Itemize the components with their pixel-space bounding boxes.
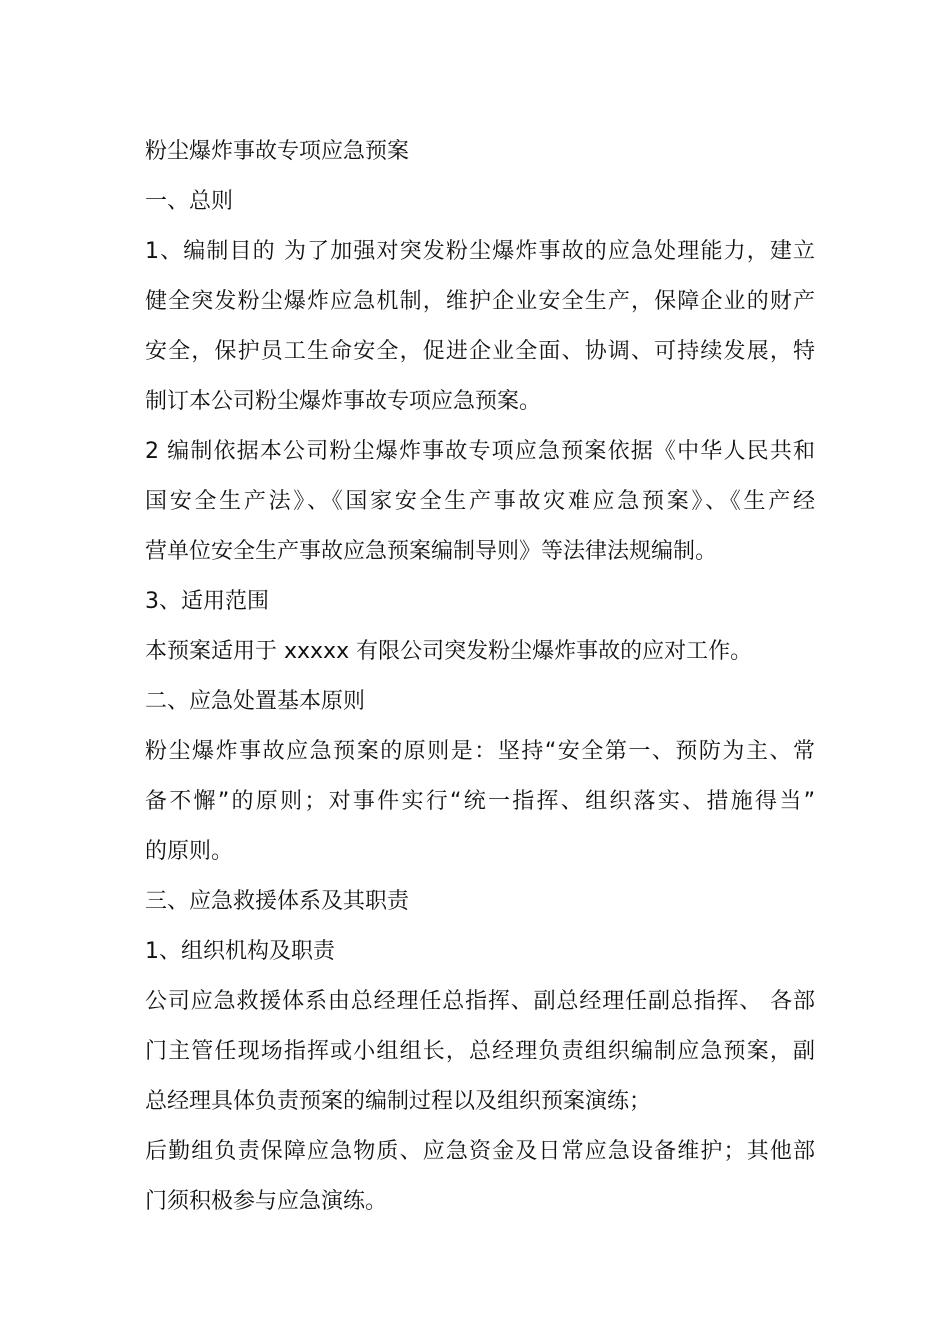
paragraph-line: 备不懈”的原则；对事件实行“统一指挥、组织落实、措施得当” (145, 789, 815, 814)
section-heading-principles: 二、应急处置基本原则 (145, 689, 366, 714)
paragraph-line: 公司应急救援体系由总经理任总指挥、副总经理任副总指挥、 各部 (145, 989, 815, 1014)
paragraph-line: 健全突发粉尘爆炸应急机制，维护企业安全生产，保障企业的财产 (145, 289, 815, 314)
section-heading-general: 一、总则 (145, 189, 234, 214)
subsection-heading-organization: 1、组织机构及职责 (145, 939, 335, 964)
paragraph-line: 制订本公司粉尘爆炸事故专项应急预案。 (145, 389, 542, 414)
document-body (145, 127, 815, 1227)
paragraph-line: 安全，保护员工生命安全，促进企业全面、协调、可持续发展，特 (145, 339, 815, 364)
paragraph-line: 门主管任现场指挥或小组组长，总经理负责组织编制应急预案，副 (145, 1039, 815, 1064)
subsection-heading-scope: 3、适用范围 (145, 589, 269, 614)
paragraph-line: 的原则。 (145, 839, 234, 864)
paragraph-line: 总经理具体负责预案的编制过程以及组织预案演练； (145, 1089, 652, 1114)
paragraph-line: 国安全生产法》、《国家安全生产事故灾难应急预案》、《生产经 (145, 489, 815, 514)
paragraph-line: 2 编制依据本公司粉尘爆炸事故专项应急预案依据《中华人民共和 (145, 439, 815, 464)
paragraph-line: 营单位安全生产事故应急预案编制导则》等法律法规编制。 (145, 539, 718, 564)
section-heading-rescue-system: 三、应急救援体系及其职责 (145, 889, 410, 914)
paragraph-line: 后勤组负责保障应急物质、应急资金及日常应急设备维护；其他部 (145, 1139, 815, 1164)
paragraph-line: 门须积极参与应急演练。 (145, 1189, 388, 1214)
paragraph-line: 本预案适用于 xxxxx 有限公司突发粉尘爆炸事故的应对工作。 (145, 639, 753, 664)
paragraph-line: 粉尘爆炸事故应急预案的原则是：坚持“安全第一、预防为主、常 (145, 739, 815, 764)
paragraph-line: 1、编制目的 为了加强对突发粉尘爆炸事故的应急处理能力，建立 (145, 239, 815, 264)
document-title: 粉尘爆炸事故专项应急预案 (145, 139, 410, 164)
